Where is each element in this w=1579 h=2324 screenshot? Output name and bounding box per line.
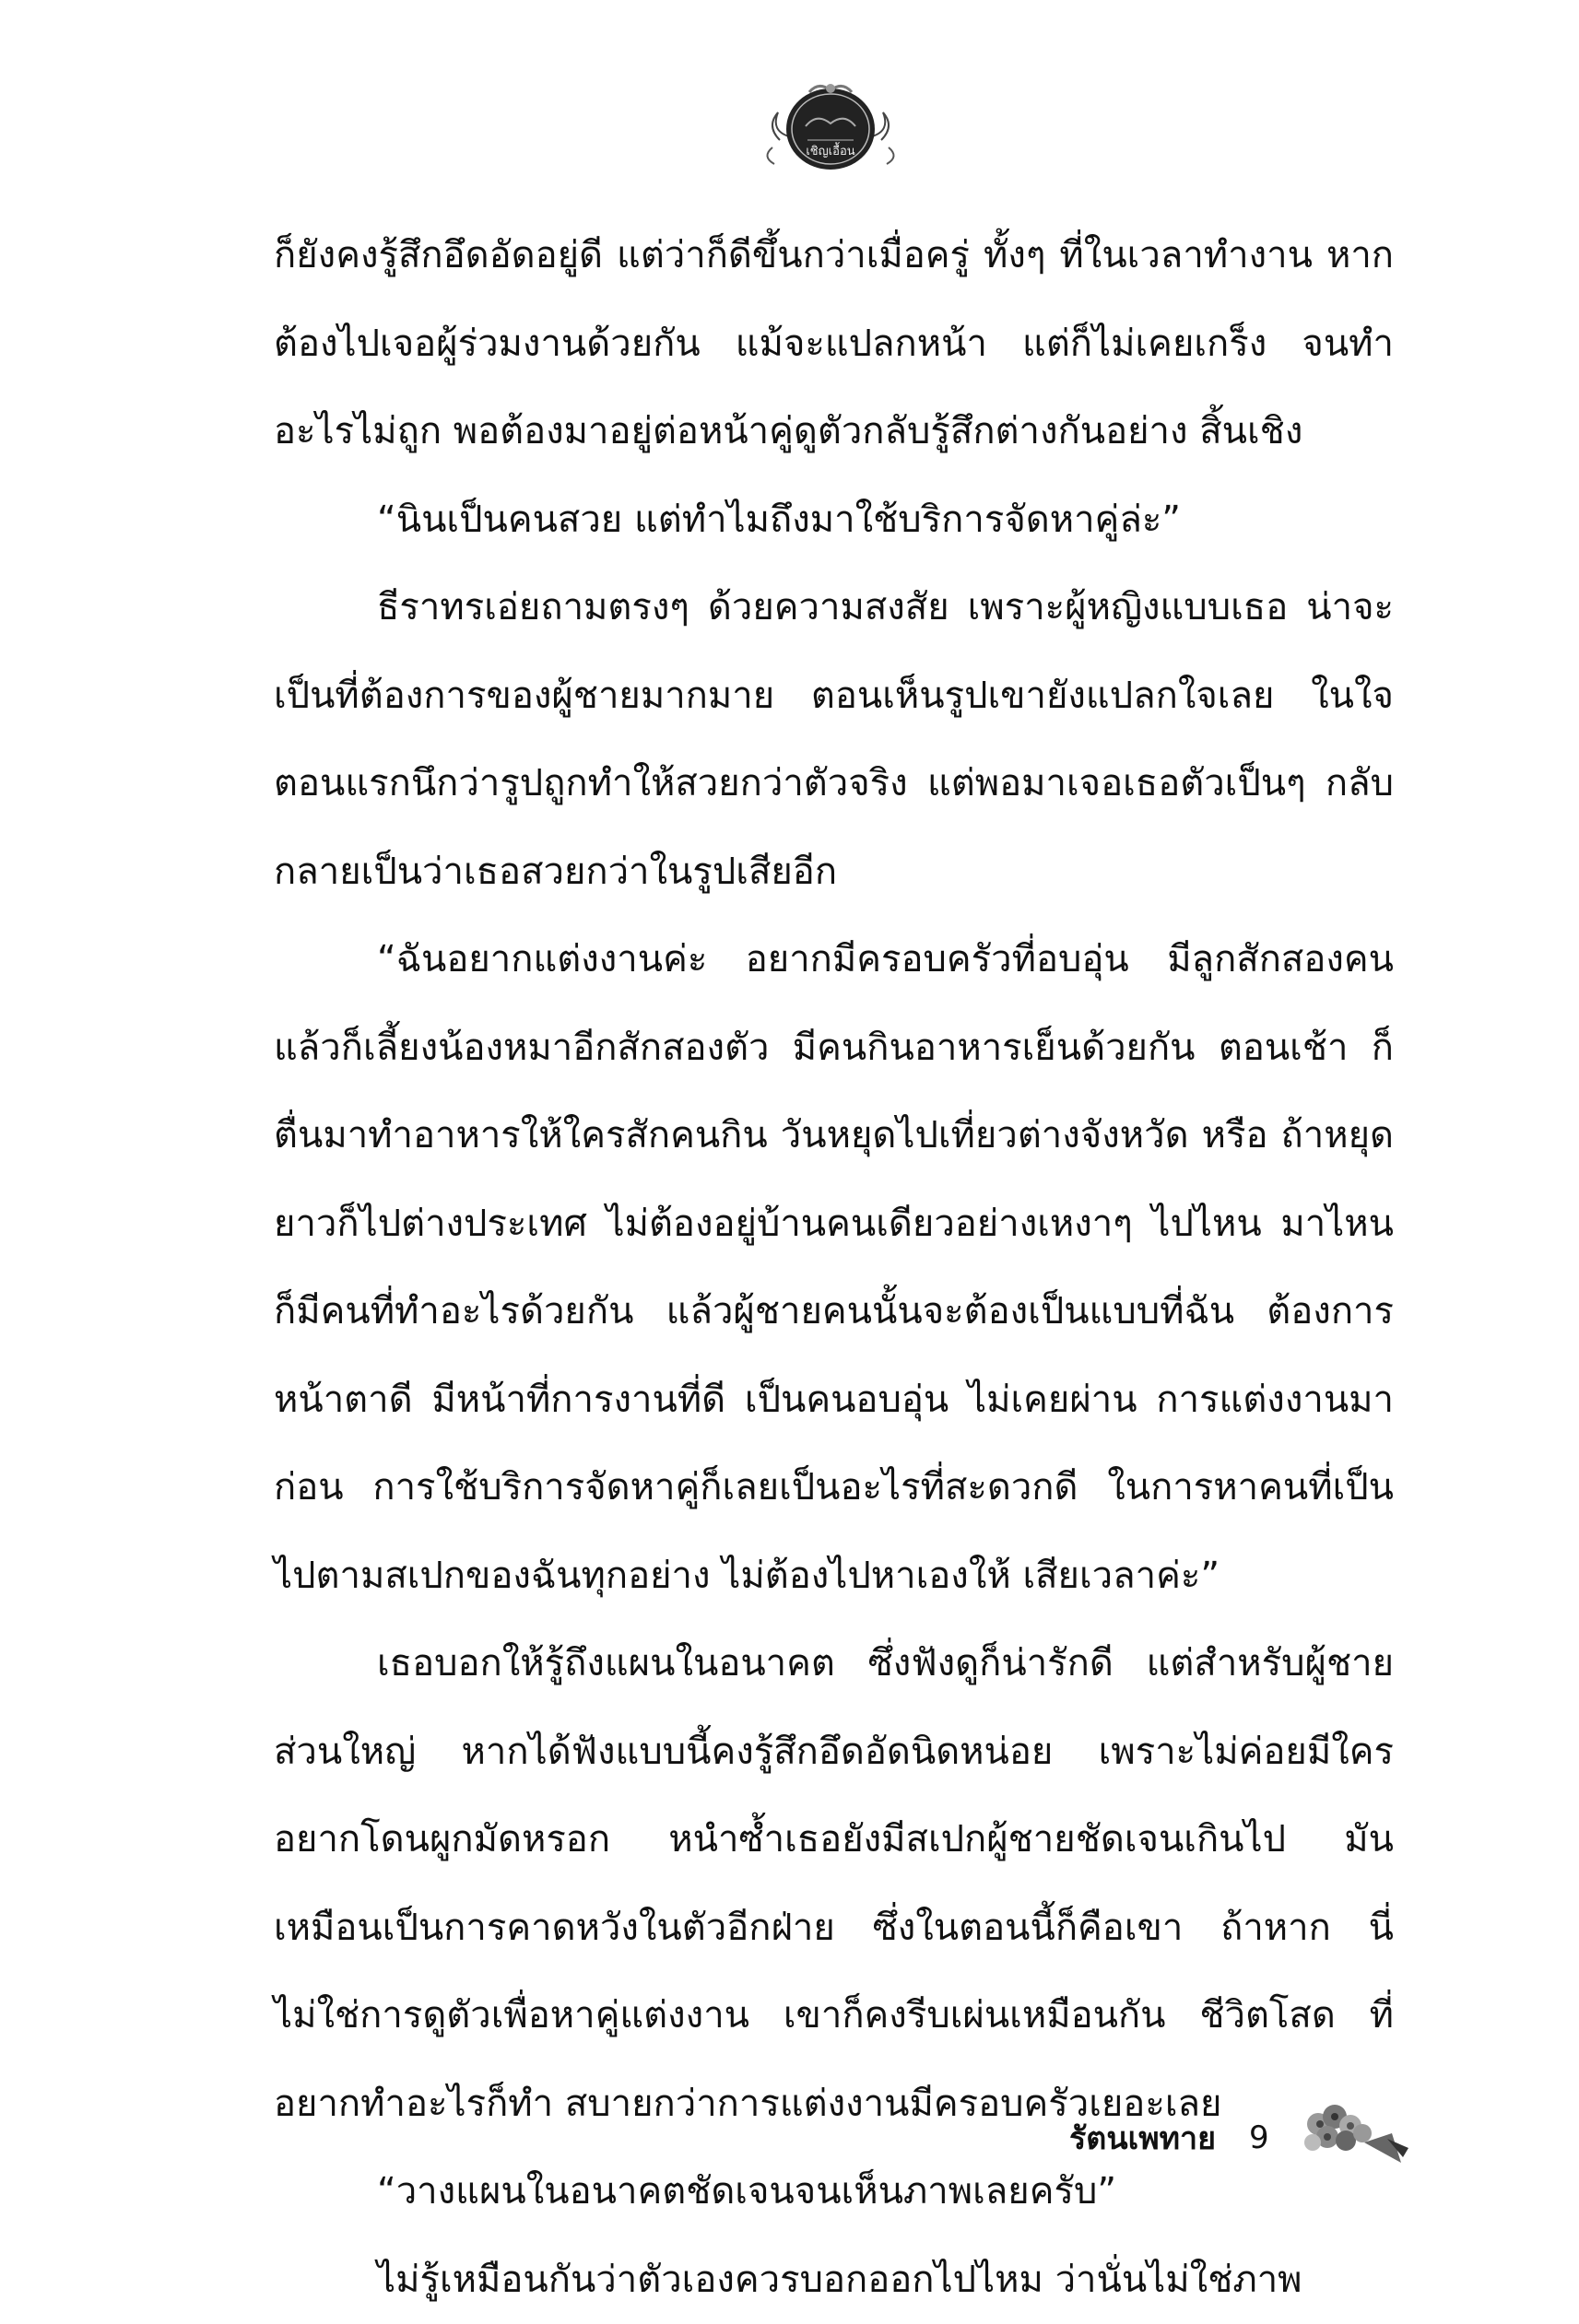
paragraph: ก็ยังคงรู้สึกอึดอัดอยู่ดี แต่ว่าก็ดีขึ้นกว่าเมื่อครู่ ทั้งๆ ที่ในเวลาทำงาน หากต้องไปเจอผู้ร่วมงานด้วยกัน แม้จะแปลกหน้า แต่ก็ไม่เคยเกร็ง จนทำอะไรไม่ถูก พอต้องมาอยู่ต่อหน้าคู่ดูตัวกลับรู้สึกต่างกันอย่าง สิ้นเชิง [274, 212, 1394, 476]
page-number: 9 [1249, 2119, 1269, 2156]
paragraph: “วางแผนในอนาคตชัดเจนจนเห็นภาพเลยครับ” [274, 2148, 1394, 2236]
paragraph: “ฉันอยากแต่งงานค่ะ อยากมีครอบครัวที่อบอุ่น มีลูกสักสองคน แล้วก็เลี้ยงน้องหมาอีกสักสองตัว มีคนกินอาหารเย็นด้วยกัน ตอนเช้า ก็ตื่นมาทำอาหารให้ใครสักคนกิน วันหยุดไปเที่ยวต่างจังหวัด หรือ ถ้าหยุดยาวก็ไปต่างประเทศ ไม่ต้องอยู่บ้านคนเดียวอย่างเหงาๆ ไปไหน มาไหนก็มีคนที่ทำอะไรด้วยกัน แล้วผู้ชายคนนั้นจะต้องเป็นแบบที่ฉัน ต้องการ หน้าตาดี มีหน้าที่การงานที่ดี เป็นคนอบอุ่น ไม่เคยผ่าน การแต่งงานมาก่อน การใช้บริการจัดหาคู่ก็เลยเป็นอะไรที่สะดวกดี ในการหาคนที่เป็นไปตามสเปกของฉันทุกอย่าง ไม่ต้องไปหาเองให้ เสียเวลาค่ะ” [274, 916, 1394, 1620]
paragraph: ธีราทรเอ่ยถามตรงๆ ด้วยความสงสัย เพราะผู้หญิงแบบเธอ น่าจะเป็นที่ต้องการของผู้ชายมากมาย ตอนเห็นรูปเขายังแปลกใจเลย ในใจตอนแรกนึกว่ารูปถูกทำให้สวยกว่าตัวจริง แต่พอมาเจอเธอตัวเป็นๆ กลับกลายเป็นว่าเธอสวยกว่าในรูปเสียอีก [274, 564, 1394, 916]
book-title: รัตนเพทาย [1069, 2113, 1216, 2163]
paragraph: ไม่รู้เหมือนกันว่าตัวเองควรบอกออกไปไหม ว่านั่นไม่ใช่ภาพ [274, 2236, 1394, 2324]
page-footer [1069, 2110, 1269, 2166]
paragraph: เธอบอกให้รู้ถึงแผนในอนาคต ซึ่งฟังดูก็น่ารักดี แต่สำหรับผู้ชาย ส่วนใหญ่ หากได้ฟังแบบนี้คงรู้สึกอึดอัดนิดหน่อย เพราะไม่ค่อยมีใคร อยากโดนผูกมัดหรอก หนำซ้ำเธอยังมีสเปกผู้ชายชัดเจนเกินไป มันเหมือนเป็นการคาดหวังในตัวอีกฝ่าย ซึ่งในตอนนี้ก็คือเขา ถ้าหาก นี่ไม่ใช่การดูตัวเพื่อหาคู่แต่งงาน เขาก็คงรีบเผ่นเหมือนกัน ชีวิตโสด ที่อยากทำอะไรก็ทำ สบายกว่าการแต่งงานมีครอบครัวเยอะเลย [274, 1620, 1394, 2148]
paragraph: “นินเป็นคนสวย แต่ทำไมถึงมาใช้บริการจัดหาคู่ล่ะ” [274, 476, 1394, 565]
ornamental-emblem-icon [761, 76, 900, 177]
body-text [274, 212, 1394, 2324]
flower-bouquet-icon [1300, 2096, 1410, 2170]
emblem-text: เชิญเอื้อน [806, 142, 854, 158]
